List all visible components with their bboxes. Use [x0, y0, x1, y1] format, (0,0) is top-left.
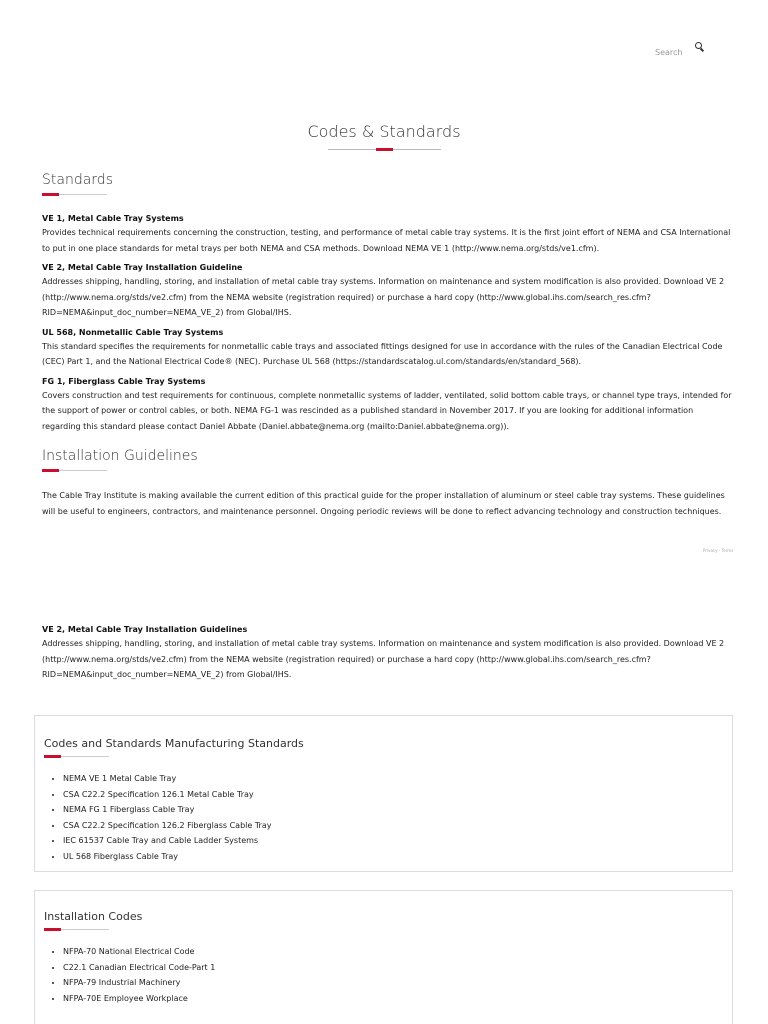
standard-entry: [42, 376, 732, 435]
standard-title: FG 1, Fiberglass Cable Tray Systems: [42, 376, 206, 386]
page-title: Codes & Standards: [307, 122, 461, 141]
ve2-guidelines-title: VE 2, Metal Cable Tray Installation Guidelines: [42, 625, 248, 634]
standard-title: VE 2, Metal Cable Tray Installation Guideline: [42, 263, 243, 272]
manufacturing-standards-divider: [44, 756, 109, 757]
list-item: • IEC 61537 Cable Tray and Cable Ladder Systems: [63, 833, 724, 849]
standard-description: Provides technical requirements concerning the construction, testing, and performance of metal cable tray systems. It is the first joint effort of NEMA and CSA International to put in one place standards for metal trays per both NEMA and CSA methods. Download NEMA VE 1 (http://www.nema.org/stds/ve1.cfm).: [42, 228, 731, 253]
list-item: • NFPA-70 National Electrical Code: [63, 944, 724, 960]
title-divider: [328, 149, 441, 150]
installation-guidelines-divider: [42, 470, 107, 471]
search-input[interactable]: [655, 48, 689, 57]
list-item: • NFPA-70E Employee Workplace: [63, 991, 724, 1007]
manufacturing-standards-heading: Codes and Standards Manufacturing Standards: [44, 737, 304, 750]
list-item: • CSA C22.2 Specification 126.2 Fiberglass Cable Tray: [63, 818, 724, 834]
standards-heading: Standards: [42, 172, 113, 188]
standard-title: UL 568, Nonmetallic Cable Tray Systems: [42, 327, 224, 337]
installation-codes-heading: Installation Codes: [44, 910, 143, 923]
standard-description: This standard specifies the requirements for nonmetallic cable trays and associated fittings designed for use in accordance with the rules of the Canadian Electrical Code (CEC) Part 1, and the National Electrical Code® (NEC). Purchase UL 568 (https://standardscatalog.ul.com/standards/en/standard_568).: [42, 341, 723, 366]
standard-title: VE 1, Metal Cable Tray Systems: [42, 214, 184, 223]
list-item: • NEMA FG 1 Fiberglass Cable Tray: [63, 802, 724, 818]
search-bar: [655, 36, 705, 57]
standard-description: Covers construction and test requirements for continuous, complete nonmetallic systems of ladder, ventilated, solid bottom cable trays, or channel type trays, intended for the support of power or control cables, or both. NEMA FG-1 was rescinded as a published standard in November 2017. If you are looking for additional information regarding this standard please contact Daniel Abbate (Daniel.abbate@nema.org (mailto:Daniel.abbate@nema.org)).: [42, 390, 732, 431]
manufacturing-standards-panel: [34, 715, 733, 872]
ve2-guidelines-description: Addresses shipping, handling, storing, and installation of metal cable tray systems. Information on maintenance and system modification is also provided. Download VE 2 (http://www.nema.org/stds/ve2.cfm) from the NEMA website (registration required) or purchase a hard copy (http://www.global.ihs.com/search_res.cfm?RID=NEMA&input_doc_number=NEMA_VE_2) from Global/IHS.: [42, 639, 725, 679]
installation-codes-divider: [44, 929, 109, 930]
list-item: • NFPA-79 Industrial Machinery: [63, 975, 724, 991]
standard-entry: [42, 262, 732, 321]
privacy-terms-link[interactable]: Privacy - Terms: [703, 548, 734, 553]
list-item: • CSA C22.2 Specification 126.1 Metal Cable Tray: [63, 787, 724, 803]
installation-codes-panel: [34, 890, 733, 1024]
list-item: • NEMA VE 1 Metal Cable Tray: [63, 771, 724, 787]
installation-guidelines-section: [42, 448, 732, 471]
installation-codes-list: [44, 944, 724, 1006]
installation-guidelines-heading: Installation Guidelines: [42, 448, 198, 464]
standard-entry: [42, 327, 732, 370]
ve2-guidelines-entry: [42, 624, 732, 683]
manufacturing-standards-list: [44, 771, 724, 864]
list-item: • C22.1 Canadian Electrical Code-Part 1: [63, 960, 724, 976]
standards-divider: [42, 194, 107, 195]
standard-entry: [42, 213, 732, 256]
standard-description: Addresses shipping, handling, storing, and installation of metal cable tray systems. Information on maintenance and system modification is also provided. Download VE 2 (http://www.nema.org/stds/ve2.cfm) from the NEMA website (registration required) or purchase a hard copy (http://www.global.ihs.com/search_res.cfm?RID=NEMA&input_doc_number=NEMA_VE_2) from Global/IHS.: [42, 277, 725, 317]
search-icon[interactable]: [695, 42, 705, 52]
installation-guidelines-text: The Cable Tray Institute is making available the current edition of this practical guide for the proper installation of aluminum or steel cable tray systems. These guidelines will be useful to engineers, contractors, and maintenance personnel. Ongoing periodic reviews will be done to reflect advancing technology and construction techniques.: [42, 491, 725, 516]
standards-section: [42, 172, 732, 434]
list-item: • UL 568 Fiberglass Cable Tray: [63, 849, 724, 865]
